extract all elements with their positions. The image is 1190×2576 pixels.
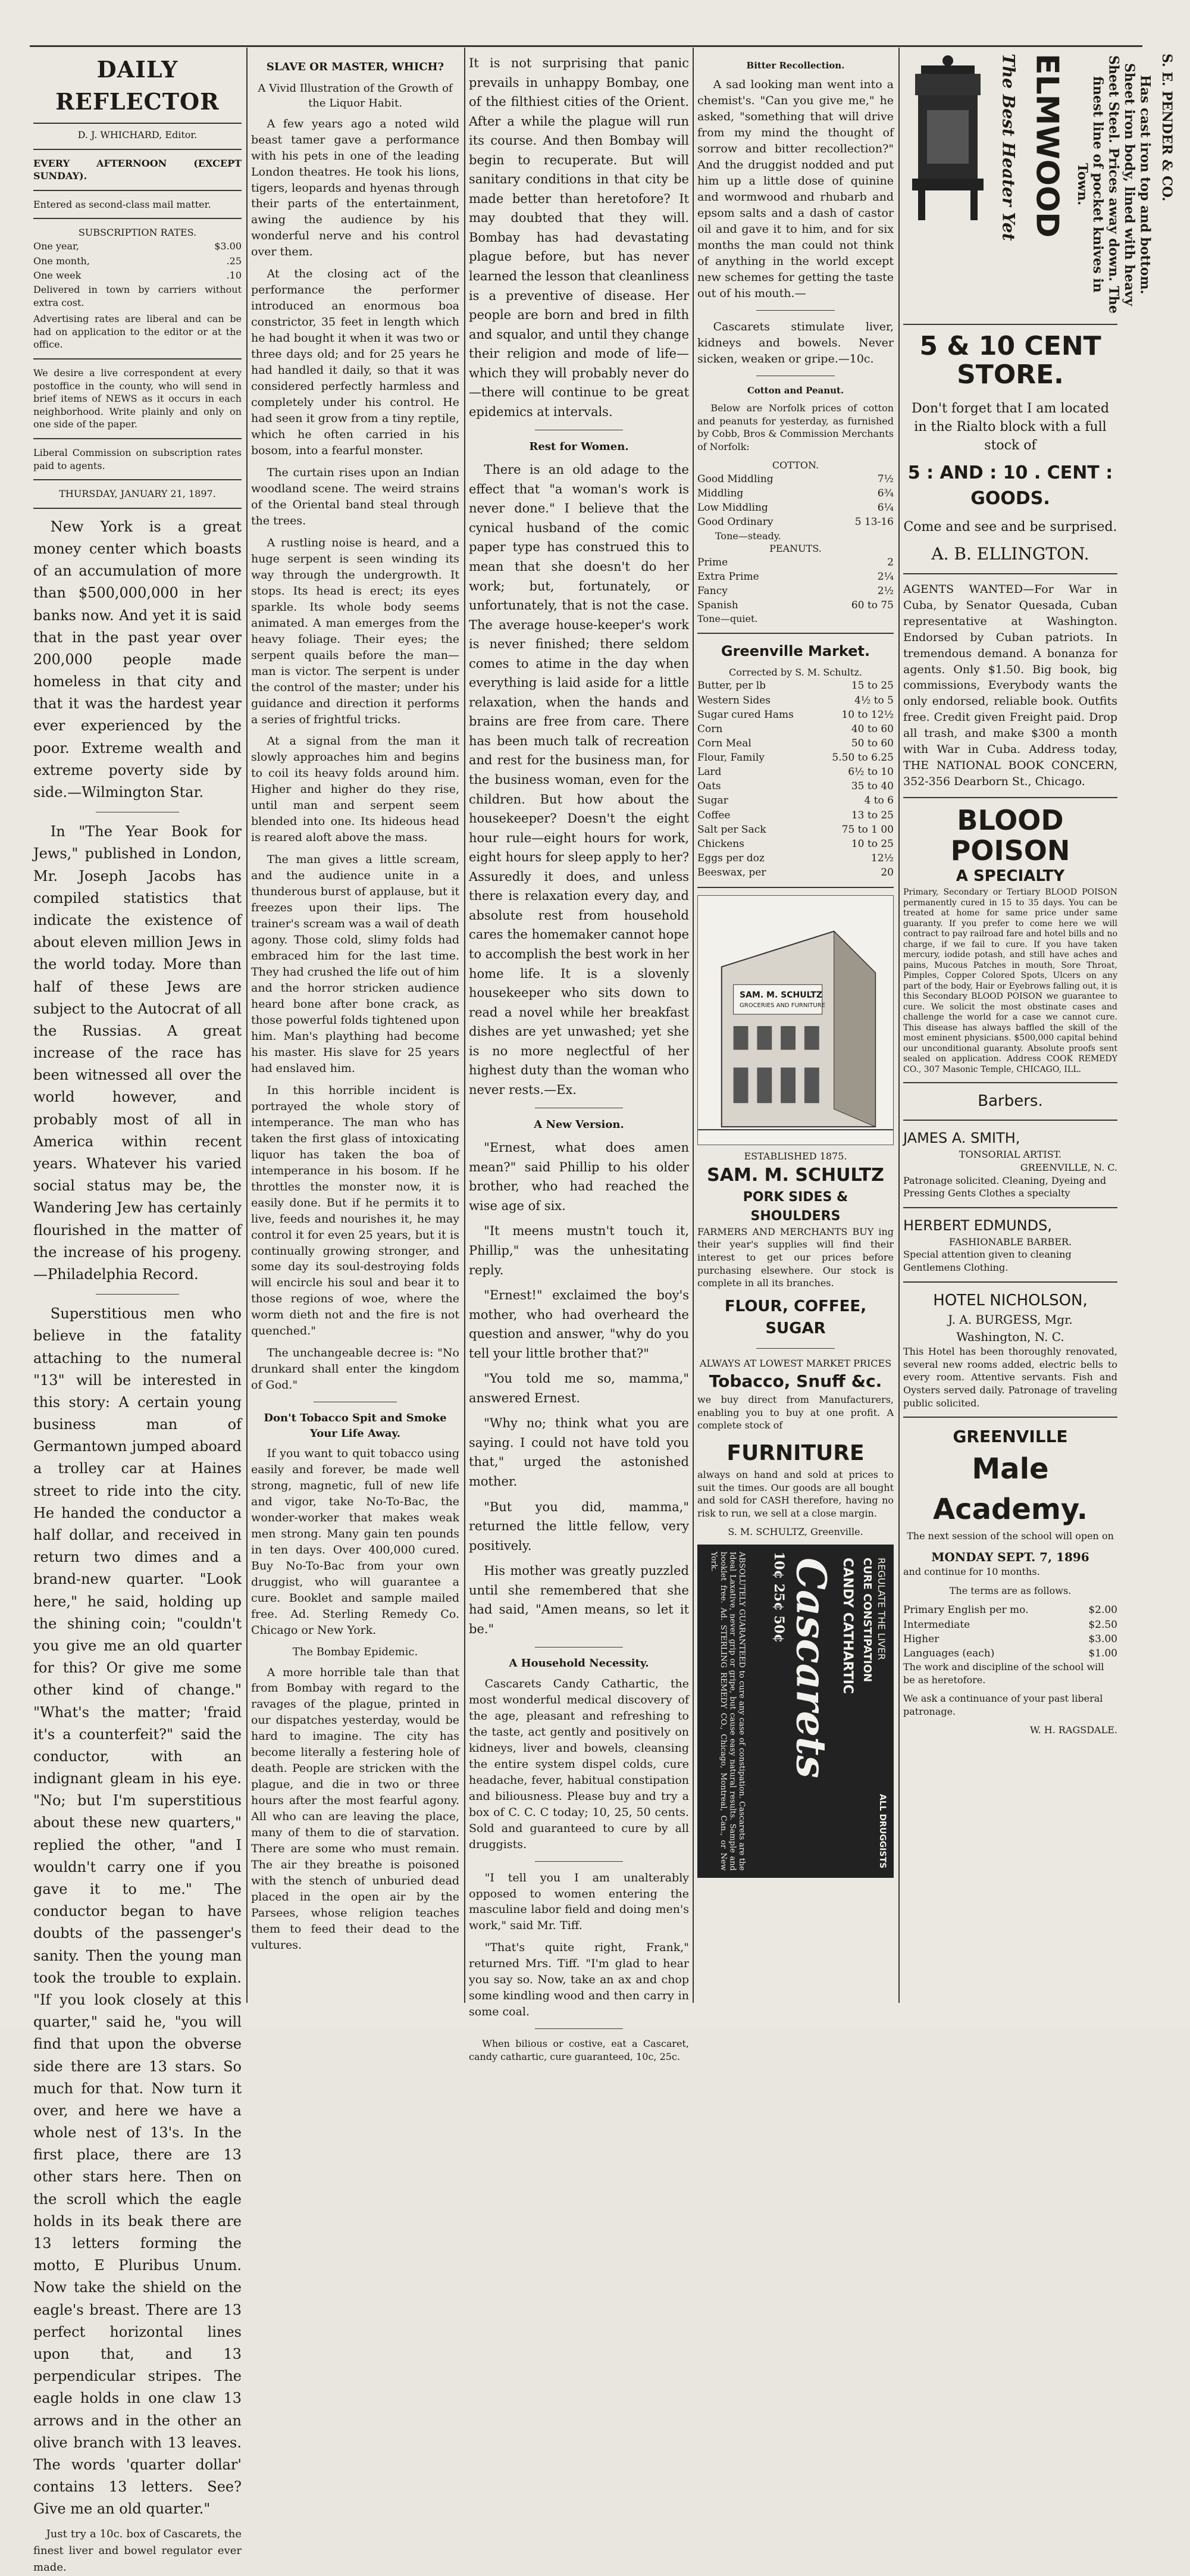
rate-label: One month,: [33, 255, 90, 267]
furniture-text: FURNITURE: [726, 1440, 865, 1465]
rate-row: [33, 268, 242, 283]
subscription-heading: SUBSCRIPTION RATES.: [78, 227, 197, 239]
market-price: 5.50 to 6.25: [832, 752, 894, 764]
divider: [903, 573, 1117, 574]
market-headline: Cotton and Peanut.: [747, 384, 844, 396]
market-item: Coffee: [697, 809, 731, 821]
hotel-manager: J. A. BURGESS, Mgr.: [948, 1312, 1073, 1327]
rate-value: $3.00: [214, 240, 242, 252]
academy-text: We ask a continuance of your past liberal patronage.: [903, 1693, 1103, 1717]
market-row: [697, 851, 894, 865]
article-headline: The Bombay Epidemic.: [292, 1645, 418, 1658]
divider: [33, 190, 242, 191]
article-paragraph: In this horrible incident is portrayed the whole story of intemperance. The man who has taken the first glass of intoxicating liquor has taken the boa of intemperance in his bosom. If he throttles the monster now, it is easily done. But if he permits it to live, feeds and nourishes it, he may control it for even 25 years, but it is continually growing stronger, and some day its soul-destroying folds will encircle his soul and bear it to those regions of woe, where the worm dieth not and the fire is not quenched.": [251, 1083, 459, 1338]
divider: [903, 1082, 1117, 1083]
greenville-market-table: [697, 679, 894, 880]
blood-poison-title: BLOOD POISON: [950, 804, 1070, 867]
rate-row: [33, 239, 242, 254]
market-price: 6¾: [877, 487, 894, 500]
smith-title: TONSORIAL ARTIST.: [959, 1149, 1062, 1161]
building-sign: GROCERIES AND FURNITURE: [740, 1002, 825, 1009]
rates-table: [33, 239, 242, 283]
column-3: [469, 54, 690, 2062]
divider: [903, 1281, 1117, 1283]
cotton-label: COTTON.: [772, 459, 819, 471]
peanuts-table: [697, 555, 894, 613]
divider: [33, 218, 242, 219]
market-item: Extra Prime: [697, 570, 759, 583]
delivery-note: Delivered in town by carriers without extra cost.: [33, 284, 242, 308]
tuition-item: Languages (each): [903, 1647, 995, 1659]
market-item: Chickens: [697, 837, 744, 850]
market-row: [697, 515, 894, 529]
heater-ad: [903, 54, 1175, 315]
always-text: ALWAYS AT LOWEST MARKET PRICES: [699, 1357, 892, 1369]
market-headline: Greenville Market.: [721, 642, 870, 659]
divider: [33, 438, 242, 439]
article-paragraph: Just try a 10c. box of Cascarets, the finest liver and bowel regulator ever made.: [33, 2528, 242, 2574]
edmunds-text: Special attention given to cleaning Gentlemens Clothing.: [903, 1249, 1072, 1273]
market-row: [697, 501, 894, 515]
top-rule: [30, 45, 1142, 47]
tuition-price: $2.00: [1088, 1604, 1117, 1617]
market-price: 12½: [870, 852, 894, 864]
divider: [535, 2028, 623, 2029]
market-item: Flour, Family: [697, 752, 765, 764]
store-come: Come and see and be surprised.: [903, 519, 1117, 534]
market-item: Fancy: [697, 584, 728, 597]
market-price: 2: [887, 556, 894, 568]
market-row: [697, 598, 894, 612]
article-headline: Don't Tobacco Spit and Smoke Your Life Away.: [264, 1412, 447, 1440]
market-item: Eggs per doz: [697, 852, 765, 864]
hotel-location: Washington, N. C.: [956, 1329, 1064, 1344]
article-paragraph: A sad looking man went into a chemist's. "Can you give me," he asked, "something that will drive from my mind the thought of sorrow and bitter recollection?" And the druggist nodded and put him up a little dose of quinine and wormwood and rhubarb and epsom salts and a dash of castor oil and gave it to him, and for six months the man could not think of anything in the world except new schemes for getting the taste out of his mouth.—: [697, 78, 894, 300]
article-paragraph: Superstitious men who believe in the fatality attaching to the numeral "13" will be interested in this story: A certain young business man of Germantown jumped aboard a trolley car at Haines street to ride into the city. He handed the conductor a half dollar, and received in return two dimes and a brand-new quarter. "Look here," he said, holding up the shining coin; "couldn't you give me an old quarter for this? Or give me some other kind of change." "What's the matter; 'fraid it's a counterfeit?" said the conductor, with an indignant gleam in his eye. "No; but I'm superstitious about these new quarters," replied the other, "and I wouldn't carry one if you gave it to me." The conductor began to have doubts of the passenger's sanity. Then the young man took the trouble to explain. "If you look closely at this quarter," said he, "you will find that upon the obverse side there are 13 stars. So much for that. Now turn it over, and here we have a whole nest of 13's. In the first place, there are 13 other stars here. Then on the scroll which the eagle holds in its beak there are 13 letters forming the motto, E Pluribus Unum. Now take the shield on the eagle's breast. There are 13 perfect horizontal lines upon that, and 13 perpendicular stripes. The eagle holds in one claw 13 arrows and in the other an olive branch with 13 leaves. The words 'quarter dollar' contains 13 letters. See? Give me an old quarter.": [33, 1305, 242, 2518]
academy-signature: W. H. RAGSDALE.: [1029, 1724, 1117, 1736]
article-paragraph: "It meens mustn't touch it, Phillip," was the unhesitating reply.: [469, 1224, 689, 1277]
tuition-row: [903, 1632, 1117, 1646]
market-item: Butter, per lb: [697, 680, 766, 692]
market-item: Spanish: [697, 599, 738, 612]
pork-text: PORK SIDES & SHOULDERS: [743, 1190, 848, 1224]
masthead-editor: D. J. WHICHARD, Editor.: [77, 129, 198, 140]
smith-name: JAMES A. SMITH,: [903, 1130, 1020, 1147]
divider: [903, 1120, 1117, 1121]
column-3-body: [469, 54, 689, 1639]
tuition-row: [903, 1646, 1117, 1661]
article-paragraph: The curtain rises upon an Indian woodland scene. The weird strains of the Oriental band steal through the trees.: [251, 465, 459, 527]
academy-text: The next session of the school will open on: [907, 1530, 1114, 1542]
heater-signature: S. E. PENDER & CO.: [1158, 54, 1175, 202]
article-paragraph: "That's quite right, Frank," returned Mrs. Tiff. "I'm glad to hear you say so. Now, take an ax and chop some kindling wood and then carry in some coal.: [469, 1941, 689, 2019]
academy-date: MONDAY SEPT. 7, 1896: [931, 1549, 1089, 1564]
tuition-table: [903, 1603, 1117, 1661]
market-price: 15 to 25: [851, 680, 894, 692]
agents-ad: AGENTS WANTED—For War in Cuba, by Senator Quesada, Cuban representative at Washington. Endorsed by Cuban patriots. In tremendous demand. A bonanza for agents. Only $1.50. Big book, big commissions, Everybody wants the only endorsed, reliable book. Outfits free. Credit given Freight paid. Drop all trash, and make $300 a month with War in Cuba. Address today, THE NATIONAL BOOK CONCERN, 352-356 Dearborn St., Chicago.: [903, 582, 1117, 789]
market-item: Western Sides: [697, 694, 771, 706]
farmers-text: FARMERS AND MERCHANTS BUY ing their year's supplies will find their interest to get our prices before purchasing elsewhere. Our stock is complete in all its branches.: [697, 1226, 894, 1289]
rate-row: [33, 254, 242, 269]
market-row: [697, 722, 894, 736]
edmunds-title: FASHIONABLE BARBER.: [948, 1236, 1072, 1248]
blood-poison-specialty: A SPECIALTY: [956, 867, 1065, 886]
schultz-signature: S. M. SCHULTZ, Greenville.: [728, 1526, 863, 1538]
cascarets-liver: REGULATE THE LIVER: [876, 1557, 887, 1660]
cascarets-subtitle: CANDY CATHARTIC: [840, 1557, 855, 1694]
market-item: Sugar: [697, 795, 728, 807]
market-price: 40 to 60: [851, 723, 894, 735]
article-paragraph: "But you did, mamma," returned the little fellow, very positively.: [469, 1499, 689, 1553]
market-item: Beeswax, per: [697, 867, 766, 879]
market-item: Low Middling: [697, 502, 768, 514]
market-price: 20: [881, 867, 894, 879]
commission-note: Liberal Commission on subscription rates paid to agents.: [33, 446, 242, 471]
market-price: 10 to 12½: [841, 708, 894, 721]
divider: [33, 358, 242, 359]
divider: [697, 887, 894, 888]
article-paragraph: "Ernest, what does amen mean?" said Phillip to his older brother, who had reached the wise age of six.: [469, 1140, 689, 1213]
rate-value: .10: [226, 270, 242, 282]
article-paragraph: The unchangeable decree is: "No drunkard shall enter the kingdom of God.": [251, 1346, 459, 1392]
market-row: [697, 823, 894, 837]
market-price: 2¼: [877, 570, 894, 583]
blood-poison-text: Primary, Secondary or Tertiary BLOOD POISON permanently cured in 15 to 35 days. You can be treated at home for same price under same guaranty. If you prefer to come here we will contract to pay railroad fare and hotel bills and no charge, if we fail to cure. If you have taken mercury, iodide potash, and still have aches and pains, Mucous Patches in mouth, Sore Throat, Pimples, Copper Colored Spots, Ulcers on any part of the body, Hair or Eyebrows falling out, it is this Secondary BLOOD POISON we guarantee to cure. We solicit the most obstinate cases and challenge the world for a case we cannot cure. This disease has always baffled the skill of the most eminent physicians. $500,000 capital behind our unconditional guaranty. Absolute proofs sent sealed on application. Address COOK REMEDY CO., 307 Masonic Temple, CHICAGO, ILL.: [903, 887, 1117, 1074]
schultz-name: SAM. M. SCHULTZ: [707, 1164, 884, 1186]
market-row: [697, 472, 894, 486]
cascarets-druggists: ALL DRUGGISTS: [878, 1793, 887, 1868]
tuition-item: Intermediate: [903, 1618, 970, 1631]
cascarets-cure: CURE CONSTIPATION: [861, 1557, 873, 1683]
cotton-tone: Tone—steady.: [715, 530, 781, 542]
article-paragraph: At a signal from the man it slowly approaches him and begins to coil its heavy folds around him. Higher and higher do they rise, until man and serpent seem blended into one. Its hideous head is reared aloft above the mass.: [251, 734, 459, 845]
article-headline: Bitter Recollection.: [746, 60, 845, 71]
building-drawing: [698, 896, 893, 1145]
cascarets-prices: 10¢ 25¢ 50¢: [771, 1551, 787, 1643]
market-price: 35 to 40: [851, 780, 894, 793]
article-paragraph: The man gives a little scream, and the audience unite in a thunderous burst of applause, but it freezes upon their lips. The trainer's scream was a wail of death agony. Those cold, slimy folds had embraced him for the last time. They had crushed the life out of him and the horror stricken audience heard bone after bone crack, as those powerful folds tightened upon him. Man's plaything had become his master. His slave for 25 years had enslaved him.: [251, 853, 459, 1075]
market-row: [697, 584, 894, 598]
barbers-heading: Barbers.: [978, 1092, 1043, 1111]
article-paragraph: There is an old adage to the effect that "a woman's work is never done." I believe that the cynical husband of the comic paper type has construed this to mean that she doesn't do her work; but, fortunately, or unfortunately, that is not the case. The average house-keeper's work is never finished; there seldom comes to atime in the day when everything is laid aside for a little relaxation, when the hands and brains are free from care. There has been much talk of recreation and rest for the business man, for the business woman, even for the children. But how about the housekeeper? Doesn't the eight hour rule—eight hours for work, eight hours for sleep apply to her? Assuredly it does, and unless there is relaxation every day, and absolute rest from household cares the homemaker cannot hope to accomplish the best work in her home life. It is a slovenly housekeeper who sits down to read a novel while her breakfast dishes are yet unwashed; yet she is no more neglectful of her highest duty than the woman who never rests.—Ex.: [469, 462, 690, 1097]
market-price: 13 to 25: [851, 809, 894, 821]
smith-location: GREENVILLE, N. C.: [1020, 1161, 1117, 1173]
market-item: Salt per Sack: [697, 823, 766, 836]
flour-text: FLOUR, COFFEE, SUGAR: [724, 1297, 867, 1337]
article-paragraph: It is not surprising that panic prevails in unhappy Bombay, one of the filthiest cities of the Orient. After a while the plague will run its course. And then Bombay will begin to recuperate. But will sanitary conditions in that city be made better than heretofore? It may doubted that they will. Bombay has had devastating plague before, but has never learned the lesson that cleanliness is a preventive of disease. Her people are born and bred in filth and squalor, and until they change their religion and mode of life—which they will probably never do—there will continue to be great epidemics at intervals.: [469, 56, 689, 419]
cotton-table: [697, 472, 894, 530]
market-item: Corn Meal: [697, 737, 751, 749]
masthead-title: DAILY REFLECTOR: [33, 54, 242, 124]
stove-icon: [903, 54, 992, 232]
tuition-price: $1.00: [1088, 1647, 1117, 1659]
column-1-body: [33, 516, 242, 2576]
store-title: 5 & 10 CENT STORE.: [919, 331, 1101, 390]
divider: [96, 1294, 179, 1295]
divider: [33, 149, 242, 150]
column-2: [251, 54, 459, 2003]
article-headline: SLAVE OR MASTER, WHICH?: [266, 61, 444, 73]
article-paragraph: "You told me so, mamma," answered Ernest.: [469, 1371, 689, 1405]
article-headline: A Household Necessity.: [509, 1657, 649, 1670]
market-price: 60 to 75: [851, 599, 894, 612]
article-paragraph: When bilious or costive, eat a Cascaret, candy cathartic, cure guaranteed, 10c, 25c.: [469, 2038, 689, 2062]
smith-text: Patronage solicited. Cleaning, Dyeing and Pressing Gents Clothes a specialty: [903, 1174, 1107, 1199]
store-goods: 5 : AND : 10 . CENT : GOODS.: [907, 462, 1113, 509]
tuition-item: Higher: [903, 1633, 940, 1645]
peanuts-label: PEANUTS.: [769, 543, 822, 555]
market-row: [697, 808, 894, 823]
column-rule: [898, 48, 900, 2003]
tobacco-text: Tobacco, Snuff &c.: [709, 1371, 882, 1392]
store-signature: A. B. ELLINGTON.: [931, 543, 1089, 564]
market-item: Middling: [697, 487, 744, 500]
store-illustration: [697, 895, 894, 1145]
article-paragraph: New York is a great money center which boasts of an accumulation of more than $500,000,000 in her banks now. And yet it is said that in the past year over 200,000 people made homeless in that city and that it was the hardest year ever experienced by the poor. Extreme wealth and extreme poverty side by side.—Wilmington Star.: [33, 518, 242, 801]
tuition-row: [903, 1618, 1117, 1632]
rate-label: One week: [33, 270, 82, 282]
buy-text: we buy direct from Manufacturers, enabling you to buy at one profit. A complete stock of: [697, 1394, 894, 1431]
market-row: [697, 693, 894, 708]
market-row: [697, 486, 894, 501]
market-row: [697, 708, 894, 722]
heater-name: ELMWOOD: [1029, 54, 1065, 238]
article-paragraph: A rustling noise is heard, and a huge serpent is seen winding its way through the undergrowth. It stops. Its head is erect; its eyes sparkle. Its whole body seems animated. A man emerges from the heavy foliage. Their eyes; the serpent quails before the man—man is victor. The serpent is under the control of the master; under his guidance and direction it performs a series of frightful tricks.: [251, 536, 459, 726]
column-rule: [246, 48, 248, 2003]
correspondent-note: We desire a live correspondent at every postoffice in the county, who will send in brief items of NEWS as it occurs in each neighborhood. Write plainly and only on one side of the paper.: [33, 367, 242, 430]
market-price: 6¼: [877, 502, 894, 514]
tuition-price: $2.50: [1088, 1618, 1117, 1631]
divider: [535, 1861, 623, 1862]
market-price: 2½: [877, 584, 894, 597]
cascarets-ad: [697, 1545, 894, 1878]
divider: [697, 633, 894, 634]
market-row: [697, 555, 894, 570]
divider: [903, 324, 1117, 325]
market-row: [697, 751, 894, 765]
tuition-item: Primary English per mo.: [903, 1604, 1029, 1617]
market-item: Sugar cured Hams: [697, 708, 794, 721]
market-item: Oats: [697, 780, 721, 793]
market-item: Good Middling: [697, 473, 774, 486]
edmunds-name: HERBERT EDMUNDS,: [903, 1217, 1052, 1234]
hotel-text: This Hotel has been thoroughly renovated, several new rooms added, electric bells to every room. Attentive servants. Fish and Oysters served daily. Patronage of traveling public solicited.: [903, 1346, 1117, 1409]
divider: [756, 1348, 835, 1349]
market-price: 10 to 25: [851, 837, 894, 850]
market-item: Lard: [697, 766, 722, 779]
heater-text: Has cast iron top and bottom. Sheet iron body, lined with heavy Sheet Steel. Prices away down. The finest line of pocket knives in Town.: [1074, 55, 1153, 314]
article-paragraph: "Why no; think what you are saying. I could not have told you that," urged the astonished mother.: [469, 1416, 689, 1489]
market-price: 6½ to 10: [848, 766, 894, 779]
hotel-name: HOTEL NICHOLSON,: [933, 1291, 1088, 1309]
article-paragraph: Cascarets Candy Cathartic, the most wonderful medical discovery of the age, pleasant and refreshing to the taste, act gently and positively on kidneys, liver and bowels, cleansing the entire system dispel colds, cure headache, fever, habitual constipation and biliousness. Please buy and try a box of C. C. C today; 10, 25, 50 cents. Sold and guaranteed to cure by all druggists.: [469, 1677, 689, 1851]
market-price: 7½: [877, 473, 894, 486]
market-price: 5 13-16: [854, 516, 894, 529]
divider: [756, 310, 835, 311]
article-headline: A New Version.: [534, 1118, 624, 1131]
market-price: 4½ to 5: [854, 694, 894, 706]
divider: [33, 508, 242, 509]
market-row: [697, 837, 894, 851]
market-price: 4 to 6: [864, 795, 894, 807]
academy-text: The work and discipline of the school will be as heretofore.: [903, 1661, 1104, 1686]
article-paragraph: His mother was greatly puzzled until she remembered that she had said, "Amen means, so let it be.": [469, 1564, 689, 1636]
market-price: 75 to 1 00: [841, 823, 894, 836]
article-headline: Rest for Women.: [529, 440, 629, 454]
tuition-price: $3.00: [1088, 1633, 1117, 1645]
column-rule: [464, 48, 465, 2003]
rate-label: One year,: [33, 240, 79, 252]
academy-place: GREENVILLE: [953, 1427, 1068, 1447]
market-item: Prime: [697, 556, 728, 568]
divider: [903, 797, 1117, 798]
market-price: 50 to 60: [851, 737, 894, 749]
article-subheadline: A Vivid Illustration of the Growth of the Liquor Habit.: [258, 82, 453, 110]
article-paragraph: If you want to quit tobacco using easily and forever, be made well strong, magnetic, full of new life and vigor, take No-To-Bac, the wonder-worker that makes weak men strong. Many gain ten pounds in ten days. Over 400,000 cured. Buy No-To-Bac from your own druggist, who will guarantee a cure. Booklet and sample mailed free. Ad. Sterling Remedy Co. Chicago or New York.: [251, 1447, 459, 1637]
article-paragraph: A more horrible tale than that from Bombay with regard to the ravages of the plague, printed in our dispatches yesterday, would be hard to imagine. The city has become literally a festering hole of death. People are stricken with the plague, and die in two or three hours after the most fearful agony. All who can are leaving the place, many of them to die of starvation. There are some who must remain. The air they breathe is poisoned with the stench of unburied dead placed in the open air by the Parsees, whose religion teaches them to feed their dead to the vultures.: [251, 1665, 459, 1952]
article-paragraph: "I tell you I am unalterably opposed to women entering the masculine labor field and doing men's work," said Mr. Tiff.: [469, 1871, 689, 1933]
heater-image: [903, 54, 992, 232]
masthead-frequency: EVERY AFTERNOON (EXCEPT SUNDAY).: [33, 157, 242, 182]
article-paragraph: Cascarets stimulate liver, kidneys and bowels. Never sicken, weaken or gripe.—10c.: [697, 320, 894, 365]
market-item: Good Ordinary: [697, 516, 774, 529]
store-text: stock of: [984, 438, 1036, 454]
always2-text: always on hand and sold at prices to suit the times. Our goods are all bought and sold for CASH therefore, having no risk to run, we sell at a close margin.: [697, 1468, 894, 1519]
market-row: [697, 679, 894, 693]
market-corrected: Corrected by S. M. Schultz.: [729, 666, 862, 678]
tuition-row: [903, 1603, 1117, 1617]
divider: [903, 1207, 1117, 1208]
article-paragraph: "Ernest!" exclaimed the boy's mother, who had overheard the question and answer, "why do you tell your little brother that?": [469, 1288, 689, 1361]
column-4: [697, 54, 894, 2003]
market-row: [697, 765, 894, 779]
market-item: Corn: [697, 723, 723, 735]
market-row: [697, 570, 894, 584]
divider: [33, 479, 242, 480]
article-paragraph: At the closing act of the performance the performer introduced an enormous boa constrictor, 35 feet in length which he had bought it when it was two or three days old; and for 25 years he had handled it daily, so that it was considered perfectly harmless and completely under his control. He had seen it grow from a tiny reptile, which he often carried in his bosom, into a fearful monster.: [251, 267, 459, 458]
market-intro: Below are Norfolk prices of cotton and peanuts for yesterday, as furnished by Cobb, Bros & Commission Merchants of Norfolk:: [697, 402, 894, 452]
market-row: [697, 736, 894, 751]
established-text: ESTABLISHED 1875.: [744, 1151, 847, 1162]
issue-date: THURSDAY, JANUARY 21, 1897.: [59, 488, 216, 500]
article-paragraph: In "The Year Book for Jews," published in London, Mr. Joseph Jacobs has compiled statistics that indicate the existence of about eleven million Jews in the world today. More than half of these Jews are subject to the Autocrat of all the Russias. A great increase of the race has been witnessed all over the world however, and probably most of all in America within recent years. Whatever his varied social status may be, the Wandering Jew has certainly flourished in the matter of the increase of his progeny.—Philadelphia Record.: [33, 823, 242, 1283]
rate-value: .25: [226, 255, 242, 267]
column-1: [33, 54, 242, 2574]
cascarets-title: Cascarets: [787, 1557, 835, 1778]
peanuts-tone: Tone—quiet.: [697, 613, 758, 625]
divider: [903, 1417, 1117, 1418]
academy-text: and continue for 10 months.: [903, 1566, 1040, 1578]
article-paragraph: A few years ago a noted wild beast tamer gave a performance with his pets in one of the leading London theatres. He took his lions, tigers, leopards and hyenas through their parts of the entertainment, awing the audience by his wonderful nerve and his control over them.: [251, 117, 459, 259]
market-row: [697, 779, 894, 793]
cascarets-guarantee: ABSOLUTELY GUARANTEED to cure any case of constipation. Cascarets are the Ideal Laxative, never grip or gripe, but cause easy natural results. Sample and booklet free. Ad. STERLING REMEDY CO., Chicago, Montreal, Can., or New York.: [709, 1551, 746, 1871]
heater-title: The Best Heater Yet: [998, 54, 1019, 241]
academy-terms: The terms are as follows.: [949, 1584, 1072, 1596]
academy-name: Male Academy.: [932, 1452, 1088, 1527]
market-row: [697, 865, 894, 880]
market-row: [697, 793, 894, 808]
store-text: Don't forget that I am located in the Rialto block with a full: [911, 401, 1110, 435]
advertising-note: Advertising rates are liberal and can be had on application to the editor or at the office.: [33, 313, 242, 351]
building-sign: SAM. M. SCHULTZ: [740, 990, 822, 1001]
column-rule: [693, 48, 694, 2003]
masthead-entered: Entered as second-class mail matter.: [33, 198, 211, 210]
column-5: [903, 54, 1175, 2003]
